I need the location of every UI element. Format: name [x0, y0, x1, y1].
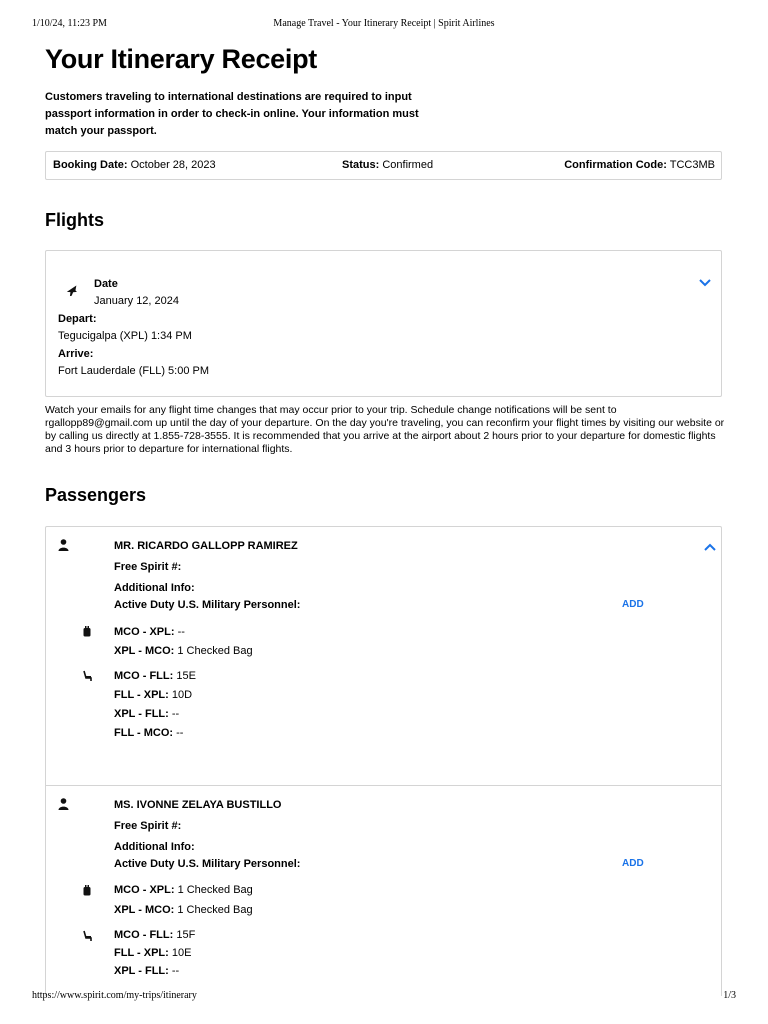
seat-value: --: [176, 727, 184, 739]
booking-date-label: Booking Date:: [53, 159, 128, 171]
seat-row: [114, 965, 179, 977]
passengers-heading: Passengers: [45, 485, 147, 505]
seat-route: MCO - FLL:: [114, 929, 174, 941]
add-military-button[interactable]: ADD: [622, 599, 644, 610]
military-label: Active Duty U.S. Military Personnel:: [114, 858, 301, 870]
flight-date-label: Date: [94, 278, 118, 290]
print-header: [32, 18, 736, 32]
seat-row: [114, 929, 195, 941]
seat-row: [114, 689, 192, 701]
flight-date-value: January 12, 2024: [94, 295, 180, 307]
print-footer: [32, 990, 736, 1004]
bag-value: 1 Checked Bag: [177, 645, 253, 657]
bag-route: XPL - MCO:: [114, 904, 175, 916]
print-page-title: Manage Travel - Your Itinerary Receipt | Spirit Airlines: [273, 18, 495, 29]
bag-row: [114, 626, 185, 638]
booking-summary-bar: [45, 151, 722, 180]
seat-route: FLL - XPL:: [114, 689, 169, 701]
print-url: https://www.spirit.com/my-trips/itinerary: [32, 990, 197, 1001]
booking-date: [53, 159, 216, 171]
seat-row: [114, 670, 196, 682]
seat-row: [114, 708, 179, 720]
chevron-down-icon[interactable]: [698, 278, 712, 288]
luggage-icon: [83, 885, 91, 896]
bag-row: [114, 904, 253, 916]
add-military-button[interactable]: ADD: [622, 858, 644, 869]
seat-route: FLL - MCO:: [114, 727, 174, 739]
depart-label: Depart:: [58, 313, 97, 325]
bag-value: --: [177, 626, 185, 638]
print-page-number: 1/3: [723, 990, 736, 1001]
seat-row: [114, 947, 191, 959]
seat-row: [114, 727, 183, 739]
booking-status-value: Confirmed: [382, 159, 434, 171]
confirmation-code-label: Confirmation Code:: [564, 159, 667, 171]
seat-route: XPL - FLL:: [114, 708, 169, 720]
flight-change-notice: Watch your emails for any flight time changes that may occur prior to your trip. Schedule change notifications will be sent to rgallopp89@gmail.com up until the day of your departure. On the day you're traveling, you can reconfirm your flight times by visiting our website or by calling us directly at 1.855-728-3555. It is recommended that you arrive at the airport about 2 hours prior to your departure for domestic flights and 3 hours prior to departure for international flights.: [45, 404, 725, 455]
seat-value: 15F: [176, 929, 196, 941]
passengers-card: [45, 526, 722, 996]
seat-value: 10D: [171, 689, 193, 701]
booking-date-value: October 28, 2023: [130, 159, 216, 171]
seat-icon: [83, 670, 93, 682]
flights-heading: Flights: [45, 210, 104, 230]
confirmation-code: [564, 159, 715, 171]
seat-route: MCO - FLL:: [114, 670, 174, 682]
arrive-label: Arrive:: [58, 348, 94, 360]
confirmation-code-value: TCC3MB: [669, 159, 715, 171]
flight-card: [45, 250, 722, 397]
print-datetime: 1/10/24, 11:23 PM: [32, 18, 107, 29]
booking-status: [342, 159, 433, 171]
bag-route: XPL - MCO:: [114, 645, 175, 657]
chevron-up-icon[interactable]: [703, 542, 717, 552]
person-icon: [58, 798, 69, 810]
additional-info-label: Additional Info:: [114, 841, 195, 853]
passenger-divider: [46, 785, 721, 786]
bag-route: MCO - XPL:: [114, 626, 175, 638]
bag-value: 1 Checked Bag: [177, 904, 253, 916]
seat-route: FLL - XPL:: [114, 947, 169, 959]
person-icon: [58, 539, 69, 551]
free-spirit-label: Free Spirit #:: [114, 561, 182, 573]
free-spirit-label: Free Spirit #:: [114, 820, 182, 832]
page-title: Your Itinerary Receipt: [45, 44, 317, 74]
passenger-name: MS. IVONNE ZELAYA BUSTILLO: [114, 799, 282, 811]
bag-row: [114, 884, 253, 896]
military-label: Active Duty U.S. Military Personnel:: [114, 599, 301, 611]
seat-value: 15E: [176, 670, 196, 682]
seat-value: 10E: [171, 947, 192, 959]
airplane-icon: [65, 284, 79, 298]
arrive-value: Fort Lauderdale (FLL) 5:00 PM: [58, 365, 210, 377]
seat-value: --: [171, 708, 180, 720]
depart-value: Tegucigalpa (XPL) 1:34 PM: [58, 330, 192, 342]
booking-status-label: Status:: [342, 159, 380, 171]
seat-route: XPL - FLL:: [114, 965, 169, 977]
bag-row: [114, 645, 253, 657]
additional-info-label: Additional Info:: [114, 582, 195, 594]
bag-value: 1 Checked Bag: [177, 884, 253, 896]
luggage-icon: [83, 626, 91, 637]
passenger-name: MR. RICARDO GALLOPP RAMIREZ: [114, 540, 298, 552]
bag-route: MCO - XPL:: [114, 884, 175, 896]
intro-text: Customers traveling to international destinations are required to input passport information in order to check-in online. Your information must match your passport.: [45, 91, 419, 137]
seat-icon: [83, 930, 93, 942]
seat-value: --: [171, 965, 180, 977]
